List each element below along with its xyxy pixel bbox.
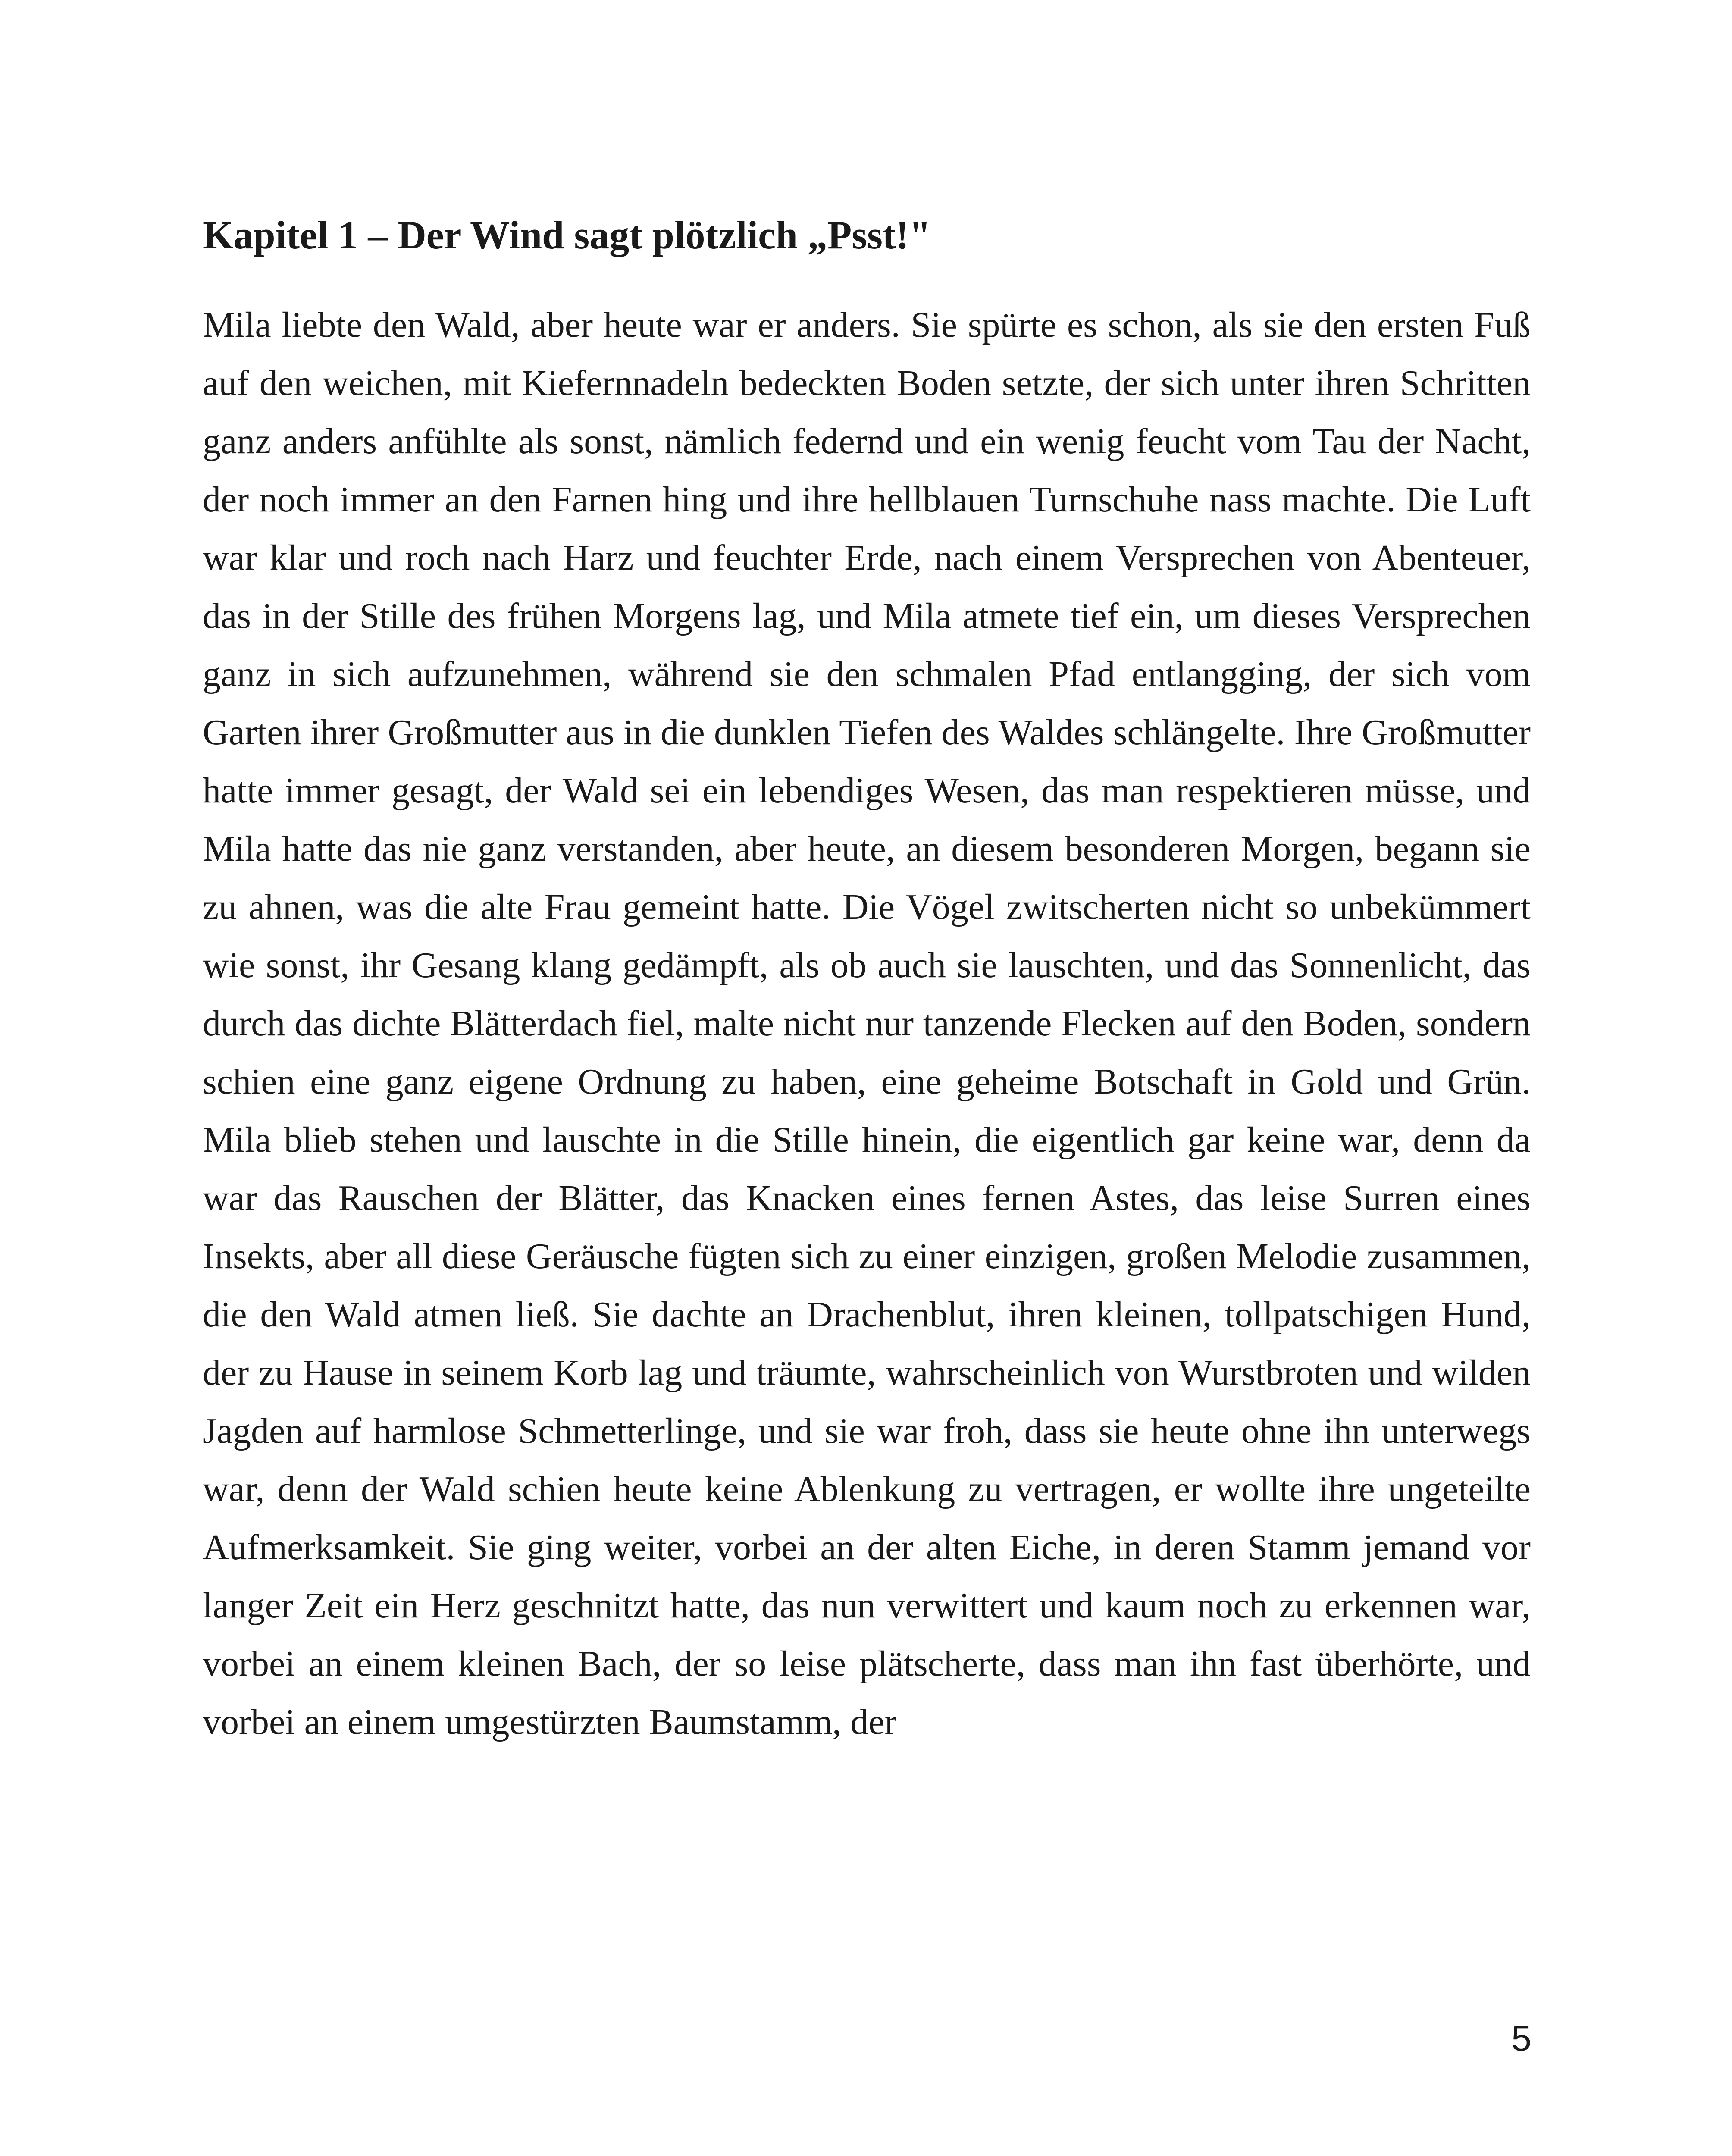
body-paragraph: Mila liebte den Wald, aber heute war er anders. Sie spürte es schon, als sie den ersten Fuß auf den weichen, mit Kiefernnadeln bedeckten Boden setzte, der sich unter ihren Schritten ganz anders anfühlte als sonst, nämlich federnd und ein wenig feucht vom Tau der Nacht, der noch immer an den Farnen hing und ihre hellblauen Turnschuhe nass machte. Die Luft war klar und roch nach Harz und feuchter Erde, nach einem Versprechen von Abenteuer, das in der Stille des frühen Morgens lag, und Mila atmete tief ein, um dieses Versprechen ganz in sich aufzunehmen, während sie den schmalen Pfad entlangging, der sich vom Garten ihrer Großmutter aus in die dunklen Tiefen des Waldes schlängelte. Ihre Großmutter hatte immer gesagt, der Wald sei ein lebendiges Wesen, das man respektieren müsse, und Mila hatte das nie ganz verstanden, aber heute, an diesem besonderen Morgen, begann sie zu ahnen, was die alte Frau gemeint hatte. Die Vögel zwitscherten nicht so unbekümmert wie sonst, ihr Gesang klang gedämpft, als ob auch sie lauschten, und das Sonnenlicht, das durch das dichte Blätterdach fiel, malte nicht nur tanzende Flecken auf den Boden, sondern schien eine ganz eigene Ordnung zu haben, eine geheime Botschaft in Gold und Grün. Mila blieb stehen und lauschte in die Stille hinein, die eigentlich gar keine war, denn da war das Rauschen der Blätter, das Knacken eines fernen Astes, das leise Surren eines Insekts, aber all diese Geräusche fügten sich zu einer einzigen, großen Melodie zusammen, die den Wald atmen ließ. Sie dachte an Drachenblut, ihren kleinen, tollpatschigen Hund, der zu Hause in seinem Korb lag und träumte, wahrscheinlich von Wurstbroten und wilden Jagden auf harmlose Schmetterlinge, und sie war froh, dass sie heute ohne ihn unterwegs war, denn der Wald schien heute keine Ablenkung zu vertragen, er wollte ihre ungeteilte Aufmerksamkeit. Sie ging weiter, vorbei an der alten Eiche, in deren Stamm jemand vor langer Zeit ein Herz geschnitzt hatte, das nun verwittert und kaum noch zu erkennen war, vorbei an einem kleinen Bach, der so leise plätscherte, dass man ihn fast überhörte, und vorbei an einem umgestürzten Baumstamm, der	[203, 305, 1531, 1742]
page-number: 5	[1511, 2018, 1532, 2059]
chapter-title: Kapitel 1 – Der Wind sagt plötzlich „Psst!"	[203, 213, 931, 257]
